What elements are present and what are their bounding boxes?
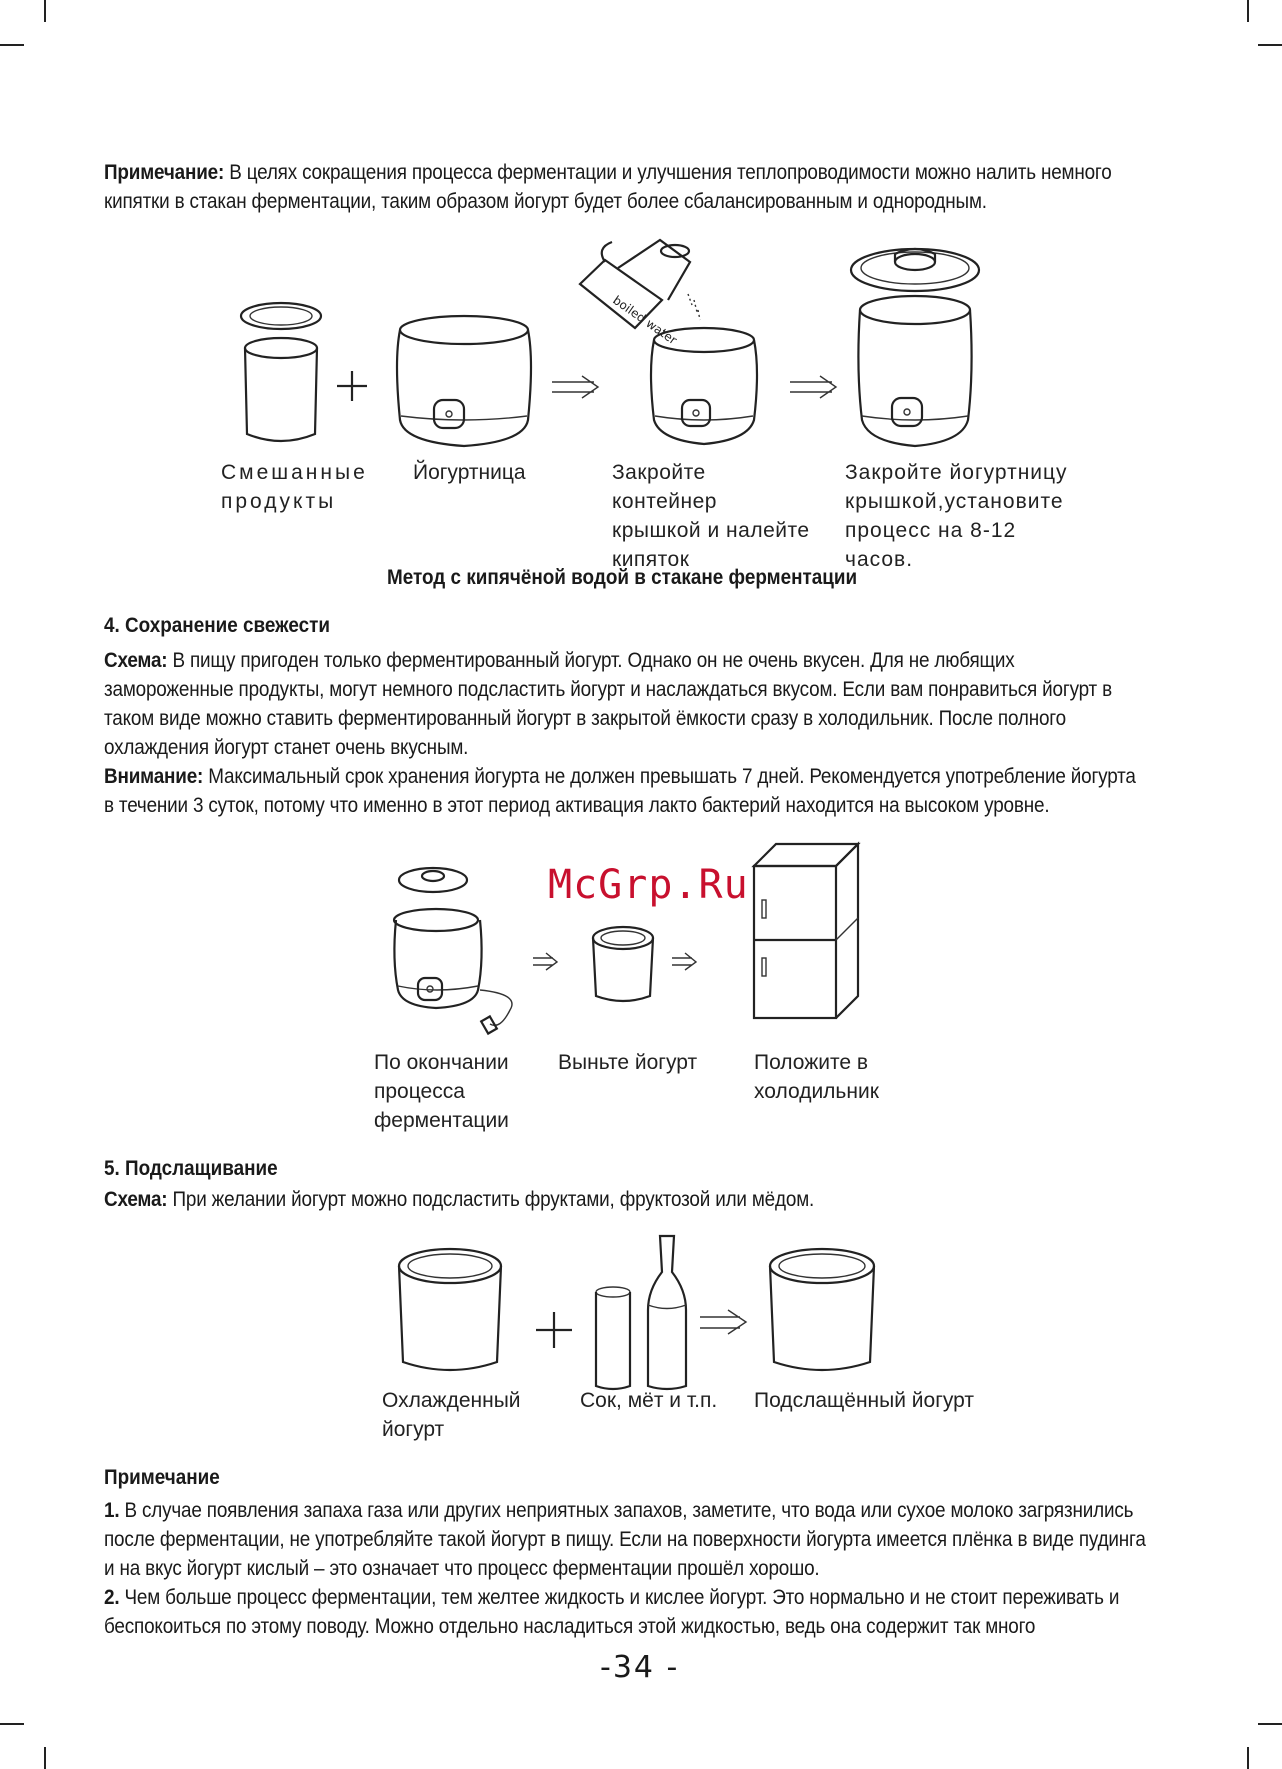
caption-put-in-fridge: Положите в холодильник	[754, 1051, 879, 1103]
scheme-label: Схема:	[104, 1188, 168, 1211]
glass-illustration	[596, 1287, 630, 1389]
scheme-text: В пищу пригоден только ферментированный йогурт. Однако он не очень вкусен. Для не любящих замороженные продукты, могут немного подсластить йогурт и наслаждаться вкусом. Если вам понравиться йогурт в таком виде можно ставить ферментированный йогурт в закрытой ёмкости сразу в холодильник. После полного охлаждения йогурт станет очень вкусным.	[104, 649, 1112, 759]
note-item-number: 1.	[104, 1499, 120, 1522]
caption-end-of-fermentation: По окончании процесса ферментации	[374, 1051, 509, 1132]
caption-sweetened-yogurt: Подслащённый йогурт	[754, 1389, 974, 1412]
scheme-text: При желании йогурт можно подсластить фруктами, фруктозой или мёдом.	[167, 1188, 815, 1211]
arrow-icon	[700, 1310, 746, 1334]
section-heading: 5. Подслащивание	[104, 1157, 278, 1180]
note-item-2	[104, 1583, 1148, 1641]
section-heading: 4. Сохранение свежести	[104, 614, 330, 637]
caption-close-container: Закройте контейнер крышкой и налейте кипяток	[612, 461, 810, 571]
note-label: Примечание:	[104, 161, 225, 184]
chilled-yogurt-illustration	[399, 1249, 501, 1370]
attention-label: Внимание:	[104, 765, 204, 788]
watermark: McGrp.Ru	[548, 862, 749, 908]
note-text: В целях сокращения процесса ферментации и улучшения теплопроводимости можно налить немного кипятки в стакан ферментации, таким образом йогурт будет более сбалансированным и однородным.	[104, 161, 1112, 213]
note-item-1	[104, 1496, 1148, 1583]
note-heading: Примечание	[104, 1466, 220, 1489]
note-item-text: Чем больше процесс ферментации, тем желтее жидкость и кислее йогурт. Это нормально и не стоит переживать и беспокоиться по этому поводу. Можно отдельно насладиться этой жидкостью, ведь она содержит так много	[104, 1586, 1120, 1638]
bottle-illustration	[648, 1236, 686, 1389]
caption-take-out-yogurt: Выньте йогурт	[558, 1051, 698, 1074]
caption-mixed-products: Смешанные продукты	[221, 461, 368, 513]
figure-title: Метод с кипячёной водой в стакане ферментации	[387, 566, 858, 589]
sweetened-yogurt-illustration	[770, 1249, 874, 1370]
caption-close-yogurt-maker: Закройте йогуртницу крышкой,установите процесс на 8-12 часов.	[845, 461, 1068, 571]
caption-chilled-yogurt: Охлажденный йогурт	[382, 1389, 521, 1441]
note-item-number: 2.	[104, 1586, 120, 1609]
page-number: -34 -	[600, 1650, 680, 1685]
plus-sign-icon	[536, 1312, 572, 1348]
svg-text:boiled water: boiled water	[610, 292, 680, 348]
scheme-label: Схема:	[104, 649, 168, 672]
caption-juice-honey: Сок, мёт и т.п.	[580, 1389, 718, 1412]
attention-text: Максимальный срок хранения йогурта не должен превышать 7 дней. Рекомендуется употребление йогурта в течении 3 суток, потому что именно в этот период активация лакто бактерий находится на высоком уровне.	[104, 765, 1136, 817]
caption-yogurt-maker: Йогуртница	[413, 461, 526, 484]
note-item-text: В случае появления запаха газа или других неприятных запахов, заметите, что вода или сухое молоко загрязнились после ферментации, не употребляйте такой йогурт в пищу. Если на поверхности йогурта имеется плёнка в виде пудинга и на вкус йогурт кислый – это означает что процесс ферментации прошёл хорошо.	[104, 1499, 1146, 1580]
